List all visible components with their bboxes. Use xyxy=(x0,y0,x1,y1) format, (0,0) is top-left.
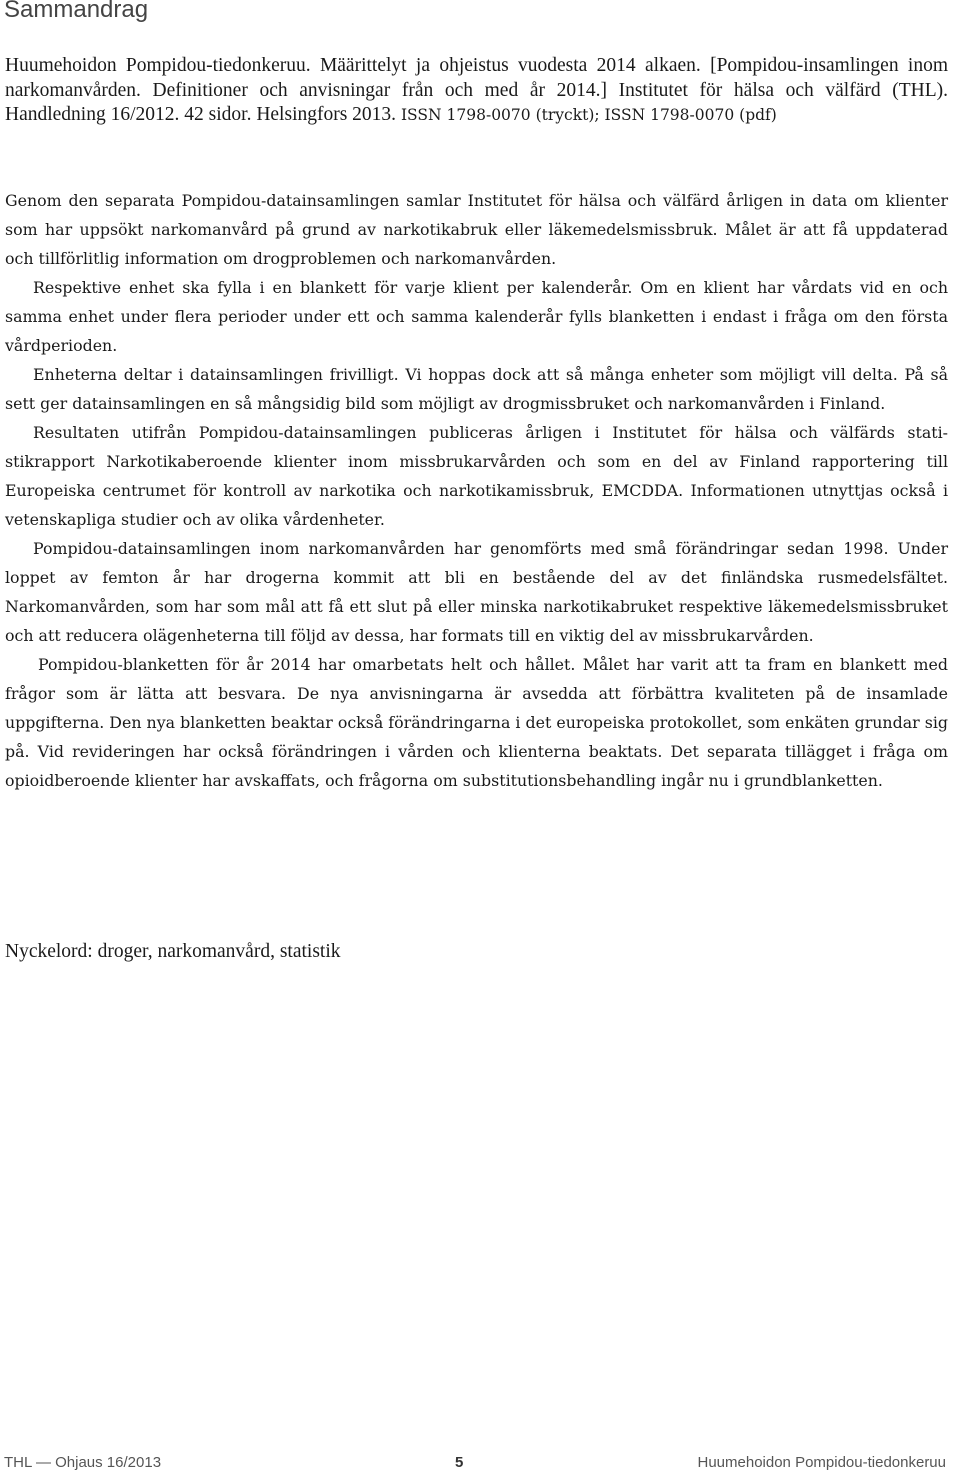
footer-series: THL — Ohjaus 16/2013 xyxy=(4,1454,162,1471)
paragraph-results: Resultaten utifrån Pompidou-datainsamlingen publiceras årligen i Institutet för hälsa och välfärds statistikrapport Narkotikaberoende klienter inom missbrukarvården och som en del av Finland rapportering till Europeiska centrumet för kontroll av narkotika och narkotikamissbruk, EMCDDA. Informationen utnyttjas också i vetenskapliga studier och av olika vårdenheter. xyxy=(5,423,948,529)
page-number: 5 xyxy=(455,1454,464,1471)
footer-publication-title: Huumehoidon Pompidou-tiedonkeruu xyxy=(697,1454,946,1471)
issn-text: ISSN 1798-0070 (tryckt); ISSN 1798-0070 (pdf) xyxy=(400,106,777,124)
page-title: Sammandrag xyxy=(4,0,149,23)
bibliographic-reference xyxy=(5,54,948,128)
summary-body xyxy=(5,186,948,795)
paragraph-voluntary: Enheterna deltar i datainsamlingen frivilligt. Vi hoppas dock att så många enheter som möjligt vill delta. På så sett ger datainsamlingen en så mångsidig bild som möjligt av drogmissbruket och narkomanvården i Finland. xyxy=(5,365,948,413)
paragraph-form-per-client: Respektive enhet ska fylla i en blankett för varje klient per kalenderår. Om en klient har vårdats vid en och samma enhet under flera perioder under ett och samma kalenderår fylls blanketten i endast i fråga om den första vårdperioden. xyxy=(5,278,948,355)
citation-text: Huumehoidon Pompidou-tiedonkeruu. Määrittelyt ja ohjeistus vuodesta 2014 alkaen. [Pompidou-insamlingen inom narkomanvården. Definitioner och anvisningar från och med år 2014.] Institutet för hälsa och välfärd (THL). Handledning 16/2012. 42 sidor. Helsingfors 2013. xyxy=(5,55,948,125)
paragraph-history: Pompidou-datainsamlingen inom narkomanvården har genomförts med små förändringar sedan 1998. Under loppet av femton år har drogerna kommit att bli en bestående del av det finländska rusmedelsfältet. Narkomanvården, som har som mål att få ett slut på eller minska narkotikabruket respektive läkemedelsmissbruket och att reducera olägenheterna till följd av dessa, har formats till en viktig del av missbrukarvården. xyxy=(5,539,948,645)
paragraph-new-form: Pompidou-blanketten för år 2014 har omarbetats helt och hållet. Målet har varit att ta fram en blankett med frågor som är lätta att besvara. De nya anvisningarna är avsedda att förbättra kvaliteten på de insamlade uppgifterna. Den nya blanketten beaktar också förändringarna i det europeiska protokollet, som enkäten grundar sig på. Vid revideringen har också förändringen i vården och klienterna beaktats. Det separata tillägget i fråga om opioidberoende klienter har avskaffats, och frågorna om substitutionsbehandling ingår nu i grundblanketten. xyxy=(5,655,948,790)
keywords-line: Nyckelord: droger, narkomanvård, statistik xyxy=(5,941,341,962)
page-footer xyxy=(0,1454,960,1476)
paragraph-intro: Genom den separata Pompidou-datainsamlingen samlar Institutet för hälsa och välfärd årligen in data om klienter som har uppsökt narkomanvård på grund av narkotikabruk eller läkemedelsmissbruk. Målet är att få uppdaterad och tillförlitlig information om drogproblemen och narkomanvården. xyxy=(5,191,948,268)
